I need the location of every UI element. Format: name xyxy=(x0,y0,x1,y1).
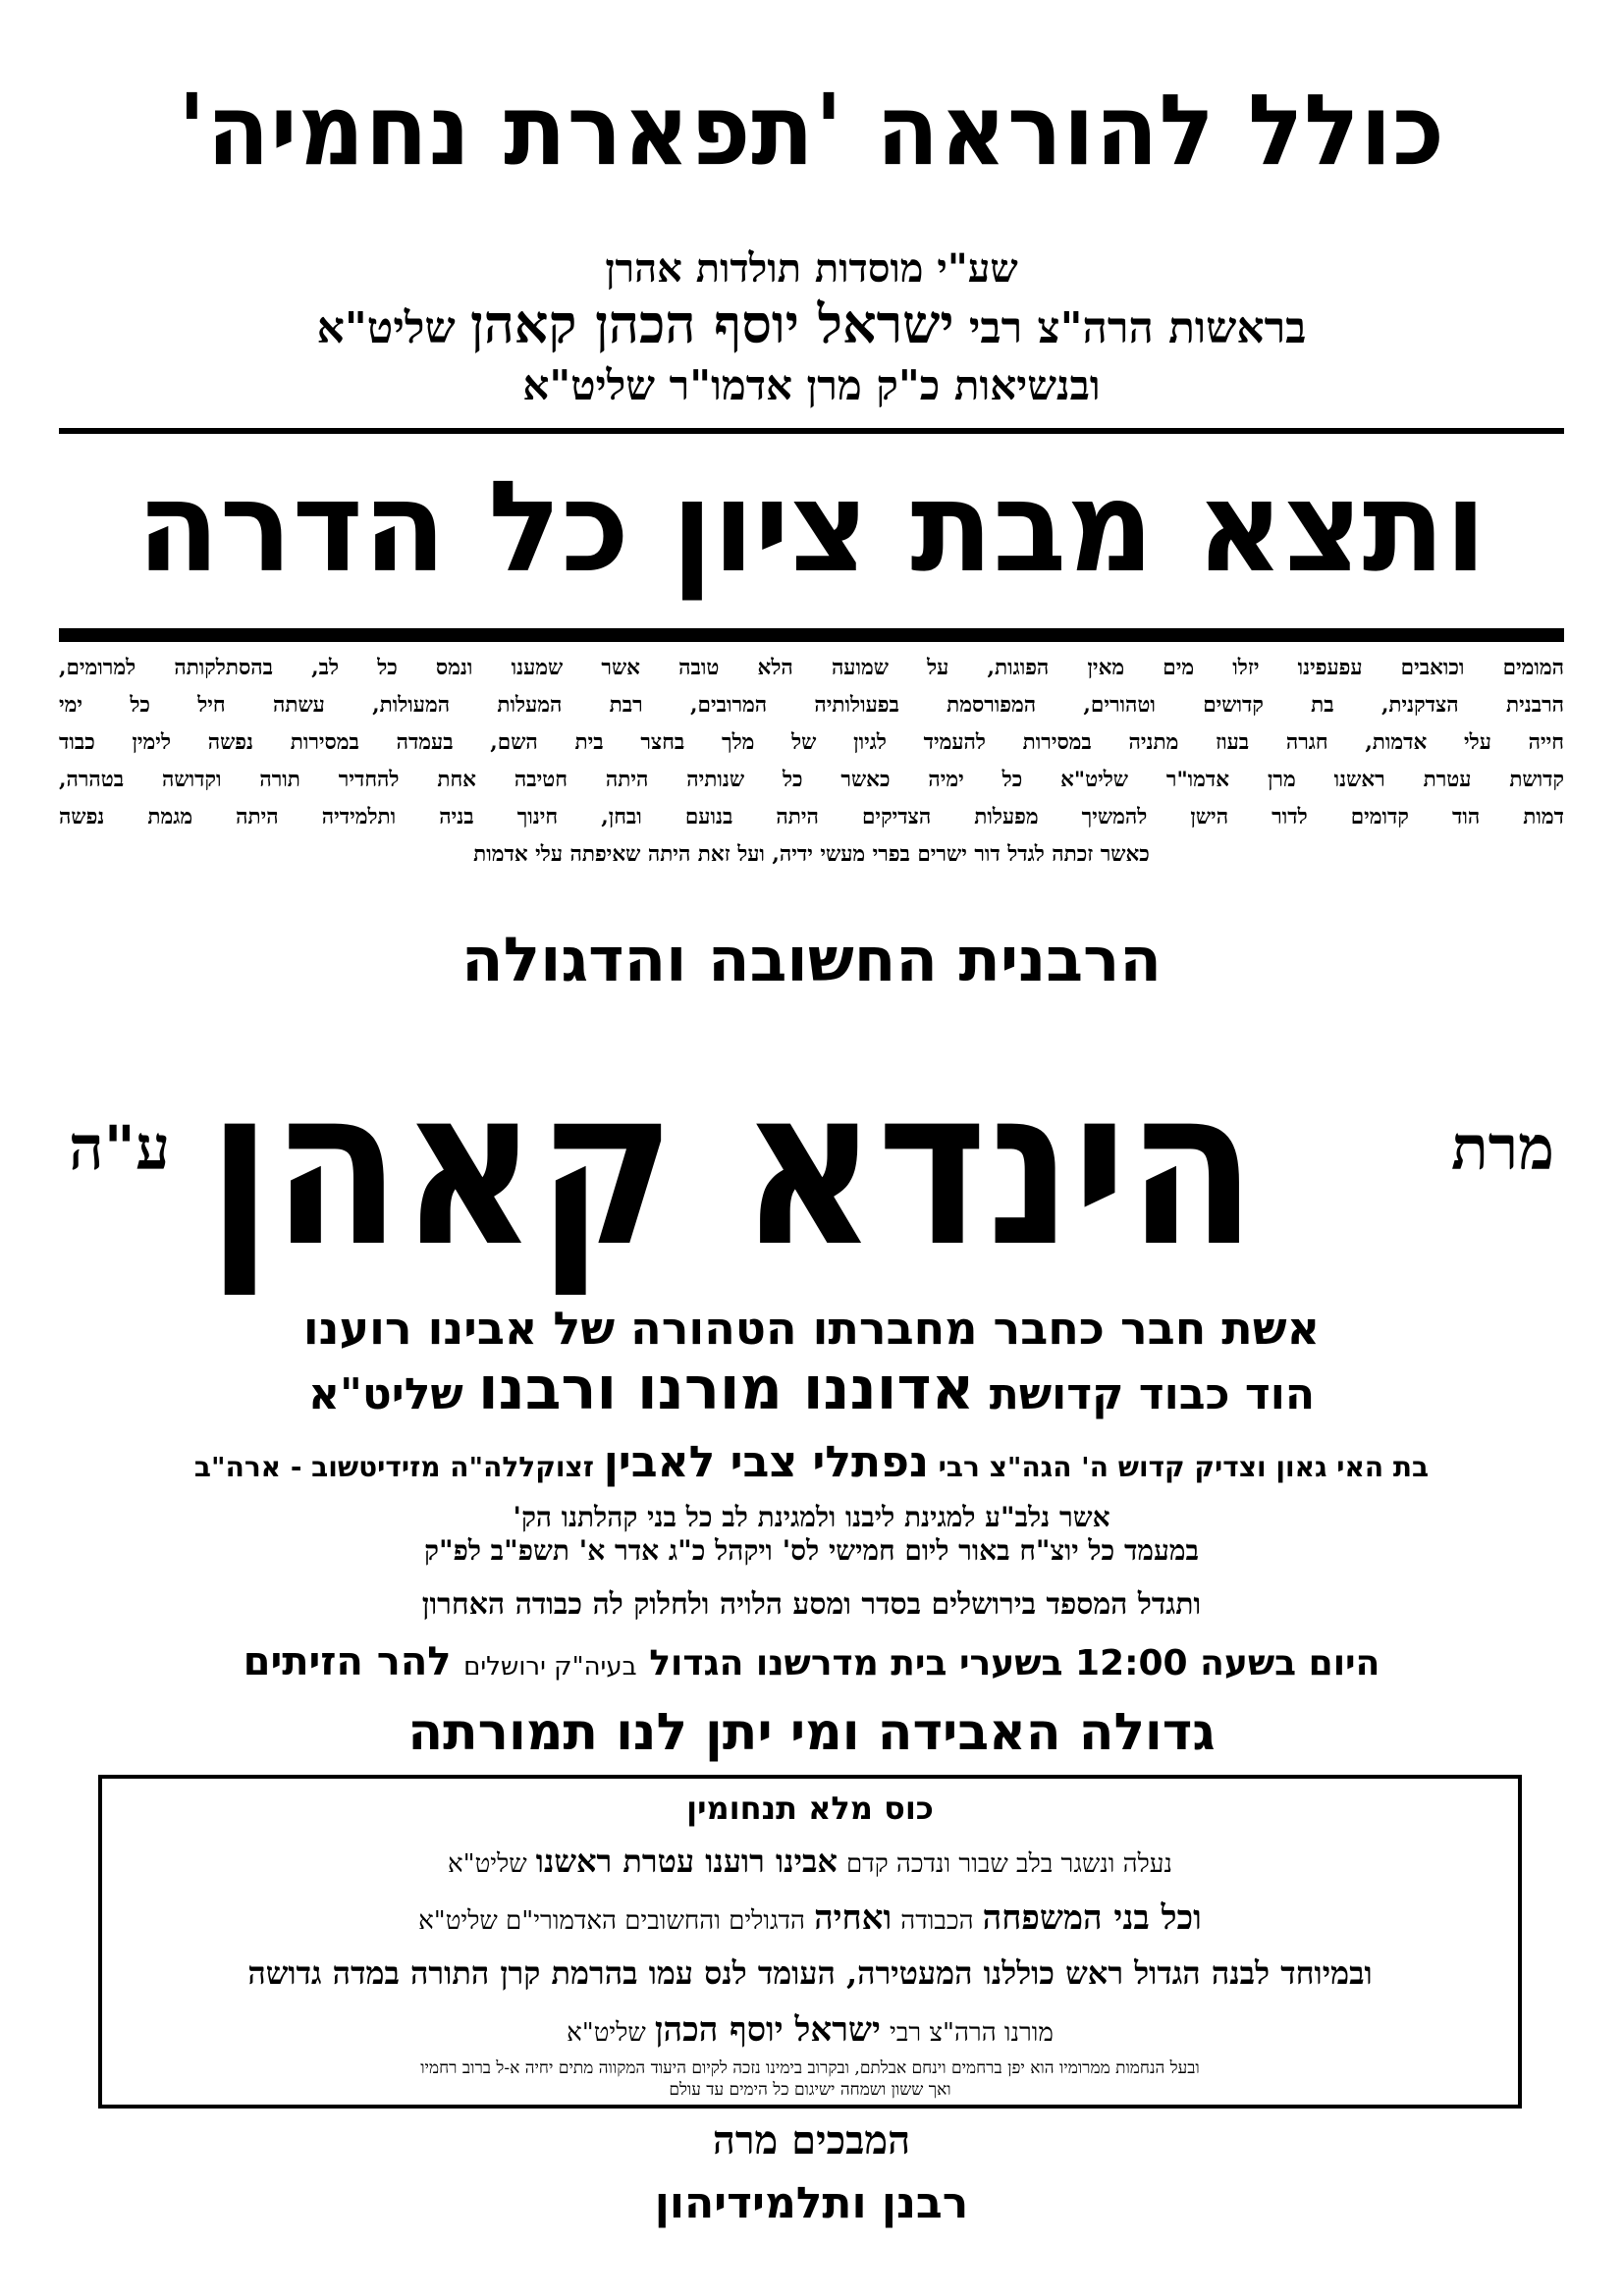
passing-line: אשר נלב"ע למגינת ליבנו ולמגינת לב כל בני קהלתנו הק' xyxy=(513,1501,1110,1533)
loss-line: גדולה האבידה ומי יתן לנו תמורתה xyxy=(407,1703,1216,1762)
condolence-highlight: ואחיה xyxy=(814,1898,893,1938)
paragraph-line: קדושת עטרת ראשנו מרן אדמו"ר שליט"א כל ימיה כאשר כל שנותיה היתה חטיבה אחת להחדיר תורה וקדושה בטהרה, xyxy=(59,768,1564,792)
husband-suffix: שליט"א xyxy=(307,1369,463,1419)
father-suffix: זצוקללה"ה מזידיטשוב - ארה"ב xyxy=(193,1451,594,1483)
eulogy-paragraph xyxy=(59,650,1564,874)
condolence-highlight: אבינו רוענו עטרת ראשנו xyxy=(535,1842,838,1880)
leadership-suffix: שליט"א xyxy=(316,303,456,353)
father-line xyxy=(59,1431,1564,1499)
condolence-highlight: וכל בני המשפחה xyxy=(982,1898,1202,1938)
presidency-line: ובנשיאות כ"ק מרן אדמו"ר שליט"א xyxy=(522,361,1101,409)
paragraph-line: הרבנית הצדקנית, בת קדושים וטהורים, המפורסמת בפעולותיה המרובים, רבת המעלות המעולות, עשתה חיל כל ימי xyxy=(59,693,1564,718)
burial-place: להר הזיתים xyxy=(243,1639,452,1684)
signature-name: רבנן ותלמידיהון xyxy=(654,2178,969,2228)
leadership-line xyxy=(59,294,1564,358)
kollel-title: כולל להוראה 'תפארת נחמיה' xyxy=(178,73,1445,187)
paragraph-line: המומים וכואבים עפעפינו יזלו מים מאין הפוגות, על שמועה הלא טובה אשר שמענו ונמס כל לב, בהסתלקותה למרומים, xyxy=(59,656,1564,680)
condolence-text: הכבודה xyxy=(900,1906,974,1936)
funeral-time: היום בשעה 12:00 בשערי בית מדרשנו הגדול xyxy=(649,1643,1380,1683)
signature-line: המבכים מרה xyxy=(712,2117,911,2163)
husband-line xyxy=(59,1357,1564,1427)
husband-prefix: הוד כבוד קדושת xyxy=(989,1369,1316,1419)
wife-of-line: אשת חבר כחבר מחברתו הטהורה של אבינו רוענו xyxy=(302,1302,1321,1355)
condolence-text: מורנו הרה"צ רבי xyxy=(890,2018,1054,2048)
funeral-city: בעיה"ק ירושלים xyxy=(463,1652,637,1682)
name-suffix: ע"ה xyxy=(69,1112,171,1184)
institution-subtitle: שע"י מוסדות תולדות אהרן xyxy=(605,245,1018,292)
condolence-text: הדגולים והחשובים האדמורי"ם שליט"א xyxy=(418,1906,806,1936)
husband-title: אדוננו מורנו ורבנו xyxy=(478,1355,975,1423)
condolence-line xyxy=(112,1893,1508,1947)
condolence-box xyxy=(98,1775,1522,2109)
father-prefix: בת האי גאון וצדיק קדוש ה' הגה"צ רבי xyxy=(938,1451,1430,1483)
condolence-text: נעלה ונשגר בלב שבור ונדכה קדם xyxy=(845,1849,1172,1879)
condolence-line: ובמיוחד לבנה הגדול ראש כוללנו המעטירה, העומד לנס עמו בהרמת קרן התורה במדה גדושה xyxy=(247,1954,1373,1992)
eulogy-line: ותגדל המספד בירושלים בסדר ומסע הלויה ולחלוק לה כבודה האחרון xyxy=(421,1587,1202,1622)
paragraph-line: דמות הוד קדומים לדור הישן להמשיך מפעלות הצדיקים היתה בנועם ובחן, חינוך בניה ותלמידיה היתה מגמת נפשה xyxy=(59,805,1564,829)
condolence-line xyxy=(112,1836,1508,1890)
blessing-line: ובעל הנחמות ממרומיו הוא יפן ברחמים וינחם אבלתם, ובקרוב בימינו נזכה לקיום היעוד המקווה מתים יחיה א-ל ברוב רחמיו xyxy=(420,2058,1200,2078)
condolence-title: כוס מלא תנחומין xyxy=(686,1789,934,1827)
leadership-prefix: בראשות הרה"צ רבי xyxy=(968,303,1307,353)
headline: ותצא מבת ציון כל הדרה xyxy=(136,454,1487,601)
condolence-text: שליט"א xyxy=(448,1849,527,1879)
paragraph-line: חייה עלי אדמות, חגרה בעוז מתניה במסירות להעמיד לגיון של מלך בחצר בית השם, בעמדה במסירות נפשה לימין כבוד xyxy=(59,730,1564,755)
condolence-line xyxy=(112,2004,1508,2058)
condolence-highlight: ישראל יוסף הכהן xyxy=(654,2010,881,2050)
leader-name: ישראל יוסף הכהן קאהן xyxy=(469,293,954,355)
father-name: נפתלי צבי לאבין xyxy=(603,1437,929,1487)
divider-rule-thick xyxy=(59,628,1564,642)
date-line: במעמד כל יוצ"ח באור ליום חמישי לס' ויקהל כ"ג אדר א' תשפ"ב לפ"ק xyxy=(424,1534,1199,1567)
funeral-time-line xyxy=(59,1634,1564,1694)
paragraph-line: כאשר זכתה לגדל דור ישרים בפרי מעשי ידיה, ועל זאת היתה שאיפתה עלי אדמות xyxy=(473,842,1150,867)
name-prefix: מרת xyxy=(1450,1112,1554,1184)
deceased-name: הינדא קאהן xyxy=(207,1041,1257,1295)
blessing-line: ואך ששון ושמחה ישיגום כל הימים עד עולם xyxy=(669,2080,951,2100)
condolence-text: שליט"א xyxy=(567,2018,646,2048)
honorific-title: הרבנית החשובה והדגולה xyxy=(461,924,1162,995)
